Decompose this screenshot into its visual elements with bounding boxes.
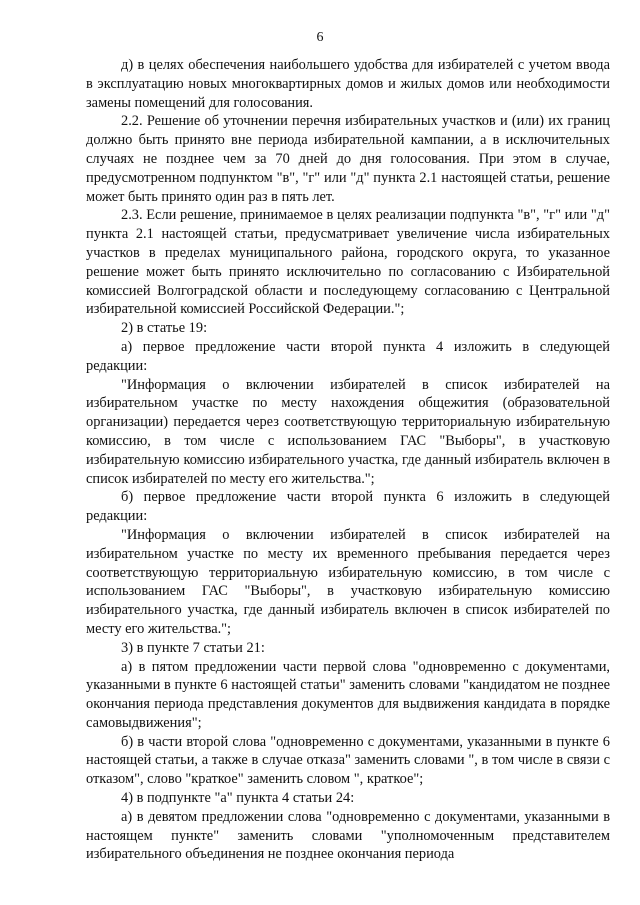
paragraph-quote-1: "Информация о включении избирателей в список избирателей на избирательном участке по месту нахождения общежития (образовательной организации) передается через соответствующую территориальную избирательную комиссию, в том числе с использованием ГАС "Выборы", в участковую избирательную комиссию избирательного участка, где данный избиратель включен в список избирателей по месту его жительства."; xyxy=(86,376,610,487)
paragraph-2-2: 2.2. Решение об уточнении перечня избирательных участков и (или) их границ должно быть принято вне периода избирательной кампании, а в исключительных случаях не позднее чем за 70 дней до дня голосования. При этом в случае, предусмотренном подпунктом "в", "г" или "д" пункта 2.1 настоящей статьи, решение может быть принято один раз в пять лет. xyxy=(86,113,610,205)
paragraph-article-24-a: а) в девятом предложении слова "одновременно с документами, указанными в настоящем пункте" заменить словами "уполномоченным представителем избирательного объединения не позднее окончания периода xyxy=(86,808,610,863)
paragraph-article-21: 3) в пункте 7 статьи 21: xyxy=(121,639,265,656)
paragraph-article-19-b: б) первое предложение части второй пункта 6 изложить в следующей редакции: xyxy=(86,489,610,525)
paragraph-article-19-a: а) первое предложение части второй пункта 4 изложить в следующей редакции: xyxy=(86,338,610,374)
paragraph-article-24: 4) в подпункте "а" пункта 4 статьи 24: xyxy=(121,790,355,807)
paragraph-2-3: 2.3. Если решение, принимаемое в целях реализации подпункта "в", "г" или "д" пункта 2.1 настоящей статьи, предусматривает увеличение числа избирательных участков в пределах муниципального района, городского округа, то указанное решение может быть принято исключительно по согласованию с Избирательной комиссией Волгоградской области и последующему согласованию с Центральной избирательной комиссией Российской Федерации."; xyxy=(86,207,610,318)
paragraph-quote-2: "Информация о включении избирателей в список избирателей на избирательном участке по месту их временного пребывания передается через соответствующую территориальную избирательную комиссию, в том числе с использованием ГАС "Выборы", в участковую избирательную комиссию избирательного участка, где данный избиратель включен в список избирателей по месту его жительства."; xyxy=(86,526,610,637)
document-body xyxy=(86,56,610,864)
page-number: 6 xyxy=(316,30,324,45)
paragraph-article-21-b: б) в части второй слова "одновременно с документами, указанными в пункте 6 настоящей статьи, а также в случае отказа" заменить словами ", в том числе в связи с отказом", слово "краткое" заменить словом ", краткое"; xyxy=(86,733,610,788)
paragraph-article-19: 2) в статье 19: xyxy=(121,320,208,337)
paragraph-article-21-a: а) в пятом предложении части первой слова "одновременно с документами, указанными в пункте 6 настоящей статьи" заменить словами "кандидатом не позднее окончания периода представления документов для выдвижения кандидата в порядке самовыдвижения"; xyxy=(86,658,610,731)
paragraph-item-d: д) в целях обеспечения наибольшего удобства для избирателей с учетом ввода в эксплуатацию новых многоквартирных домов и жилых домов или необходимости замены помещений для голосования. xyxy=(86,57,610,111)
